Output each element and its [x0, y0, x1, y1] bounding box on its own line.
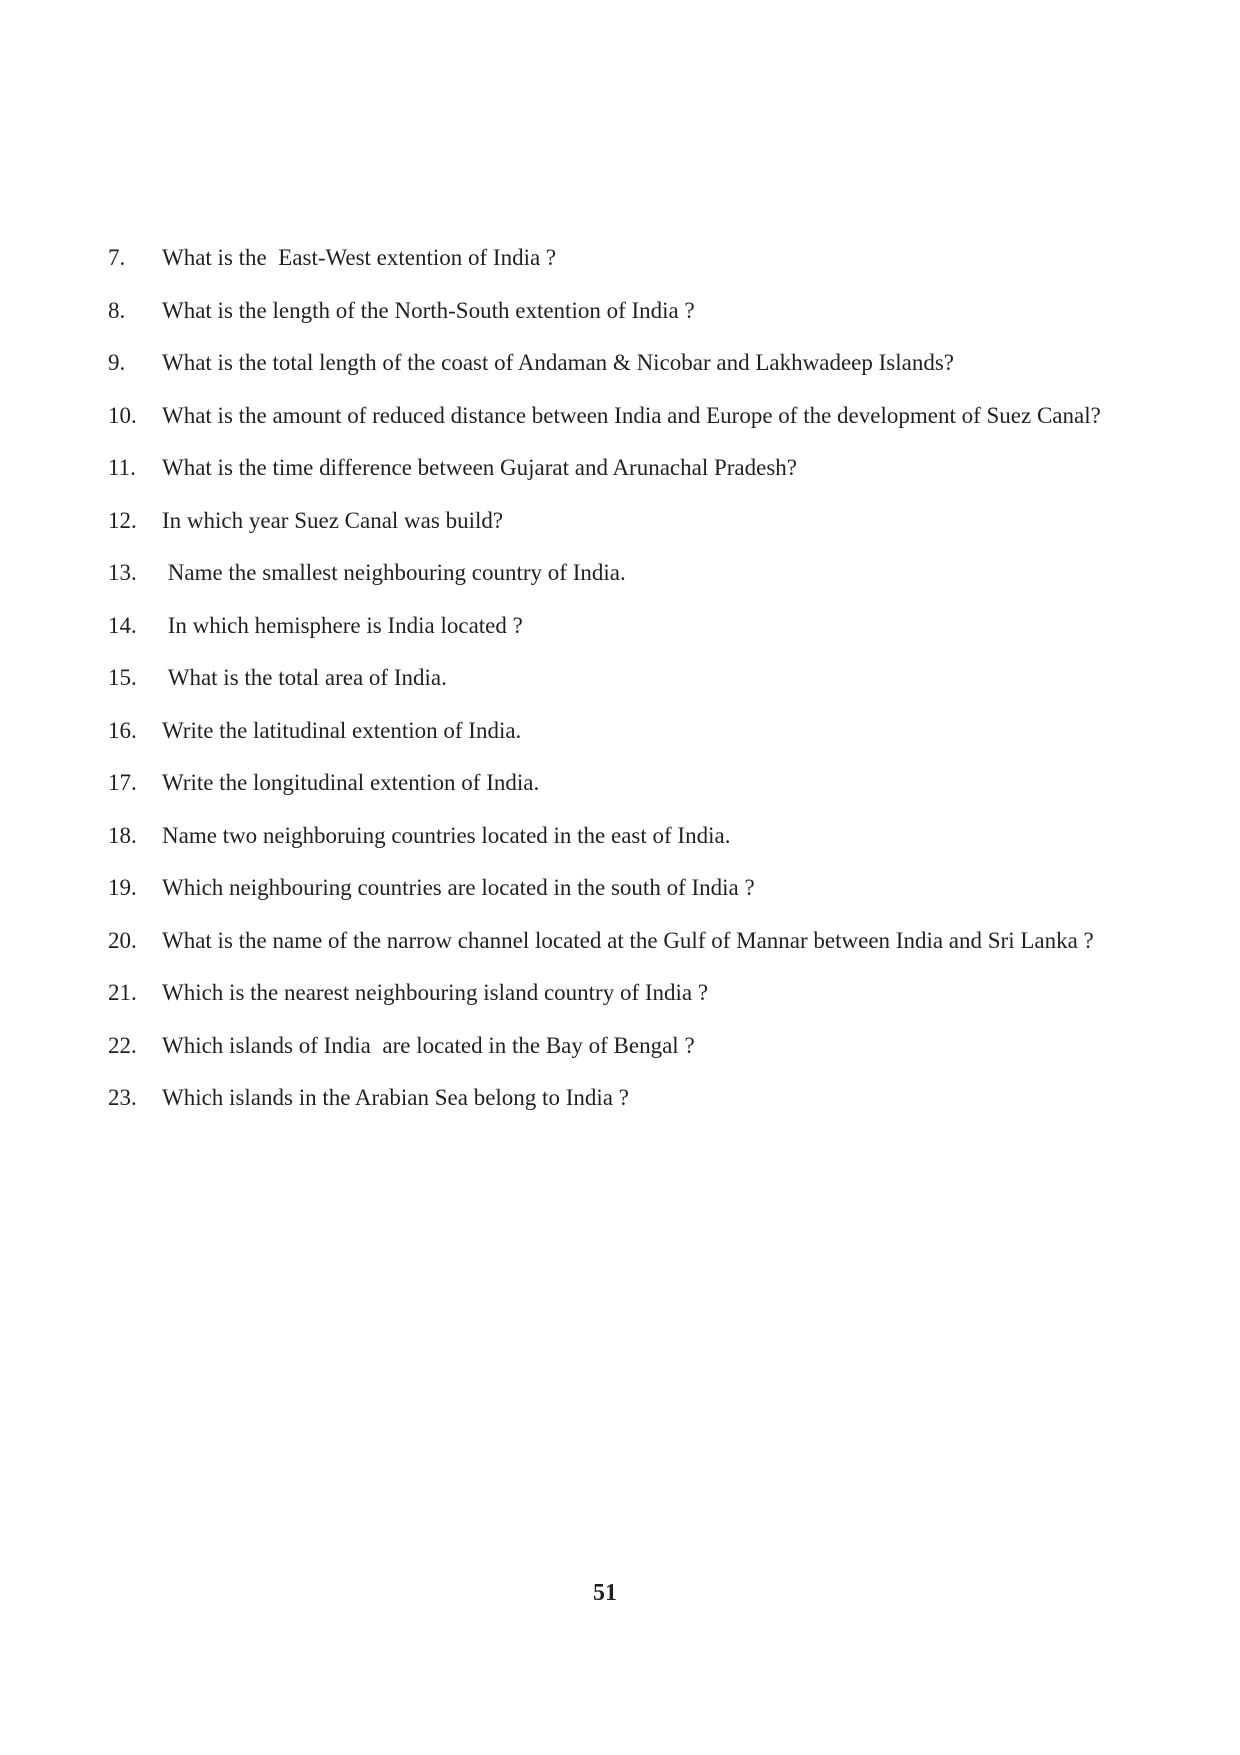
question-text: What is the East-West extention of India ? — [162, 245, 557, 270]
question-text: Write the latitudinal extention of India. — [162, 717, 522, 743]
question-number: 11. — [108, 455, 136, 480]
question-number: 21. — [108, 980, 137, 1005]
question-text: What is the name of the narrow channel located at the Gulf of Mannar between India and Sri Lanka ? — [162, 927, 1094, 953]
question-number: 9. — [108, 350, 126, 375]
question-number: 22. — [108, 1032, 137, 1058]
question-item — [108, 608, 1108, 643]
question-number: 16. — [108, 717, 137, 743]
question-number: 7. — [108, 245, 126, 270]
question-item — [108, 1028, 1108, 1063]
question-text: What is the amount of reduced distance between India and Europe of the development of Suez Canal? — [162, 402, 1101, 428]
question-number: 14. — [108, 612, 137, 638]
question-number: 15. — [108, 665, 137, 690]
question-text: Name two neighboruing countries located in the east of India. — [162, 822, 731, 848]
question-text: What is the total length of the coast of Andaman & Nicobar and Lakhwadeep Islands? — [162, 350, 954, 375]
question-item — [108, 555, 1108, 590]
question-text: Which neighbouring countries are located in the south of India ? — [162, 875, 755, 900]
question-text: In which year Suez Canal was build? — [162, 507, 504, 533]
question-text: What is the length of the North-South extention of India ? — [162, 297, 695, 323]
question-item — [108, 345, 1108, 380]
question-number: 8. — [108, 297, 126, 323]
question-item — [108, 503, 1108, 538]
question-number: 12. — [108, 507, 137, 533]
question-item — [108, 1080, 1108, 1115]
question-text: Name the smallest neighbouring country of India. — [162, 560, 626, 585]
question-item — [108, 240, 1108, 275]
question-text: Which islands of India are located in the Bay of Bengal ? — [162, 1032, 695, 1058]
question-text: What is the total area of India. — [162, 665, 447, 690]
question-item — [108, 713, 1108, 748]
question-item — [108, 818, 1108, 853]
question-item — [108, 398, 1108, 433]
question-item — [108, 870, 1108, 905]
question-item — [108, 765, 1108, 800]
question-item — [108, 450, 1108, 485]
question-number: 17. — [108, 770, 137, 795]
question-list — [108, 240, 1108, 1133]
question-text: In which hemisphere is India located ? — [162, 612, 523, 638]
question-item — [108, 660, 1108, 695]
question-item — [108, 293, 1108, 328]
page-number: 51 — [593, 1580, 617, 1606]
question-number: 18. — [108, 822, 137, 848]
question-text: Which islands in the Arabian Sea belong to India ? — [162, 1085, 629, 1110]
question-number: 10. — [108, 402, 137, 428]
question-number: 13. — [108, 560, 137, 585]
question-number: 19. — [108, 875, 137, 900]
question-number: 23. — [108, 1085, 137, 1110]
question-text: Which is the nearest neighbouring island country of India ? — [162, 980, 709, 1005]
question-text: Write the longitudinal extention of India. — [162, 770, 540, 795]
question-number: 20. — [108, 927, 137, 953]
question-item — [108, 923, 1108, 958]
question-item — [108, 975, 1108, 1010]
question-text: What is the time difference between Gujarat and Arunachal Pradesh? — [162, 455, 798, 480]
